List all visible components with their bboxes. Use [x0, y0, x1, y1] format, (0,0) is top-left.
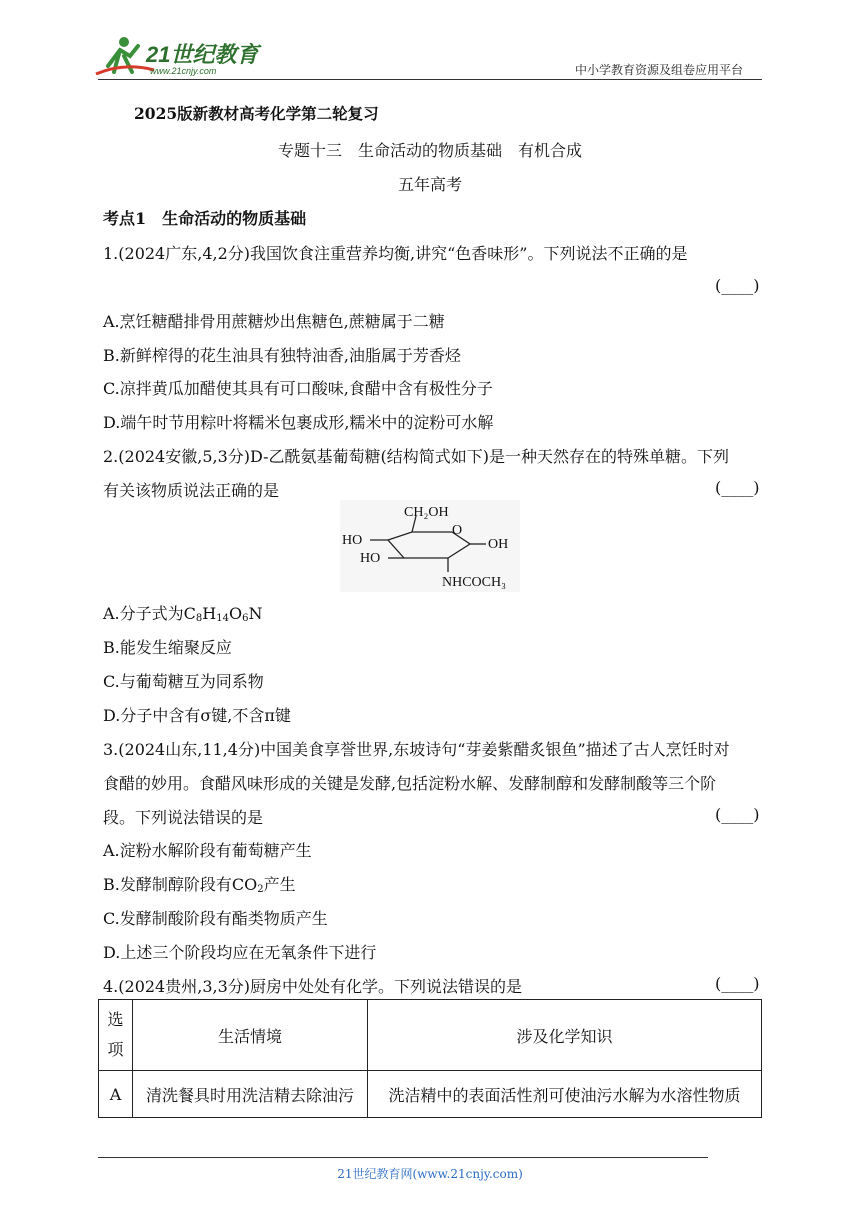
- question-1-option-a: A.烹饪糖醋排骨用蔗糖炒出焦糖色,蔗糖属于二糖: [103, 312, 445, 331]
- question-1-stem: 1.(2024广东,4,2分)我国饮食注重营养均衡,讲究“色香味形”。下列说法不正确的是: [103, 244, 688, 263]
- oh-label: OH: [488, 537, 509, 552]
- structure-diagram: [340, 500, 520, 592]
- question-3-option-d: D.上述三个阶段均应在无氧条件下进行: [103, 943, 377, 962]
- knowledge-table: [98, 999, 762, 1118]
- question-3-stem-line-2: 食醋的妙用。食醋风味形成的关键是发酵,包括淀粉水解、发酵制醇和发酵制酸等三个阶: [103, 774, 717, 793]
- ch2oh-label: CH₂OH: [404, 505, 449, 520]
- document-title: 2025版新教材高考化学第二轮复习: [134, 104, 379, 123]
- question-3-option-b: B.发酵制醇阶段有$CO_2$产生: [103, 875, 296, 895]
- table-header-option: 选 项: [99, 1000, 133, 1071]
- header-divider: [98, 79, 762, 80]
- ho-label-2: HO: [360, 551, 381, 566]
- question-2-answer-blank: (____): [715, 478, 760, 497]
- ring-oxygen-label: O: [452, 523, 463, 538]
- footer-link[interactable]: 21世纪教育网(www.21cnjy.com): [337, 1167, 523, 1181]
- nhcoch3-label: NHCOCH₃: [442, 575, 506, 590]
- question-3-option-a: A.淀粉水解阶段有葡萄糖产生: [103, 841, 312, 860]
- question-1-option-c: C.凉拌黄瓜加醋使其具有可口酸味,食醋中含有极性分子: [103, 379, 493, 398]
- footer-divider: [98, 1157, 708, 1158]
- question-3-stem-line-3: 段。下列说法错误的是: [103, 808, 264, 827]
- question-2-stem-line-1: 2.(2024安徽,5,3分)D-乙酰氨基葡萄糖(结构简式如下)是一种天然存在的特殊单糖。下列: [103, 447, 730, 466]
- question-1-answer-blank: (____): [715, 276, 760, 295]
- question-3-answer-blank: (____): [715, 805, 760, 824]
- brand-logo: [94, 32, 264, 78]
- table-row: [99, 1071, 762, 1118]
- question-4-stem: 4.(2024贵州,3,3分)厨房中处处有化学。下列说法错误的是: [103, 977, 523, 996]
- question-4-answer-blank: (____): [715, 974, 760, 993]
- question-2-option-a: A.分子式为$C_8H_{14}O_6N$: [103, 604, 263, 624]
- topic-title: 专题十三 生命活动的物质基础 有机合成: [277, 141, 582, 160]
- question-1-option-d: D.端午时节用粽叶将糯米包裹成形,糯米中的淀粉可水解: [103, 413, 494, 432]
- question-3-stem-line-1: 3.(2024山东,11,4分)中国美食享誉世界,东坡诗句“芽姜紫醋炙银鱼”描述了古人烹饪时对: [103, 740, 730, 759]
- question-1-option-b: B.新鲜榨得的花生油具有独特油香,油脂属于芳香烃: [103, 346, 461, 365]
- question-2-stem-line-2: 有关该物质说法正确的是: [103, 481, 280, 500]
- question-2-option-b: B.能发生缩聚反应: [103, 638, 232, 657]
- logo-main-text: 21世纪教育: [146, 42, 259, 67]
- subtitle: 五年高考: [397, 175, 462, 194]
- table-header-situation: 生活情境: [133, 1000, 368, 1071]
- question-3-option-c: C.发酵制酸阶段有酯类物质产生: [103, 909, 328, 928]
- table-cell-knowledge: 洗洁精中的表面活性剂可使油污水解为水溶性物质: [368, 1071, 762, 1118]
- structure-svg: [340, 500, 520, 592]
- ho-label-1: HO: [342, 533, 363, 548]
- table-header-row: [99, 1000, 762, 1071]
- question-2-option-c: C.与葡萄糖互为同系物: [103, 672, 264, 691]
- platform-name: 中小学教育资源及组卷应用平台: [575, 63, 744, 77]
- section-heading: 考点1 生命活动的物质基础: [103, 209, 307, 228]
- table-cell-option: A: [99, 1071, 133, 1118]
- logo-url-text: www.21cnjy.com: [150, 66, 217, 76]
- table-header-knowledge: 涉及化学知识: [368, 1000, 762, 1071]
- question-2-option-d: D.分子中含有σ键,不含π键: [103, 706, 291, 725]
- table-cell-situation: 清洗餐具时用洗洁精去除油污: [133, 1071, 368, 1118]
